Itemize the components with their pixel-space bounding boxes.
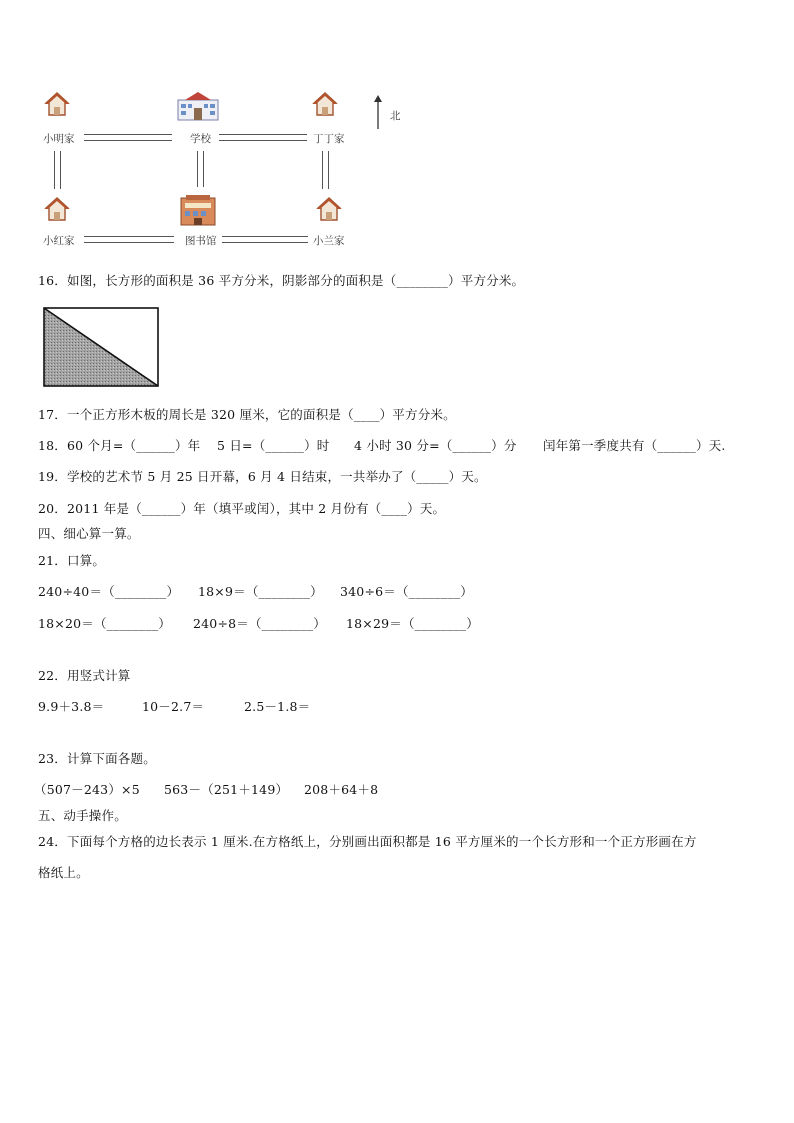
road-library-xiaolan <box>222 236 308 243</box>
question-18-part4: 闰年第一季度共有（______）天. <box>543 438 726 453</box>
q21-item: 18×9＝（________） <box>198 584 323 599</box>
dingding-label: 丁丁家 <box>313 133 345 145</box>
question-18-part1: 18．60 个月=（______）年 <box>38 438 201 453</box>
question-16: 16．如图，长方形的面积是 36 平方分米，阴影部分的面积是（________）平方分米。 <box>38 273 525 288</box>
question-20: 20．2011 年是（______）年（填平或闰），其中 2 月份有（____）天。 <box>38 501 446 516</box>
question-23-title: 23．计算下面各题。 <box>38 751 156 766</box>
xiaolan-house-icon <box>316 196 342 222</box>
question-22-title: 22．用竖式计算 <box>38 668 131 683</box>
q21-item: 240÷8＝（________） <box>193 616 326 631</box>
question-18-part3: 4 小时 30 分=（______）分 <box>354 438 517 453</box>
xiaolan-label: 小兰家 <box>313 235 345 247</box>
q23-item: 208＋64＋8 <box>304 782 379 797</box>
library-building-icon <box>180 194 216 226</box>
q21-item: 18×20＝（________） <box>38 616 171 631</box>
question-24-line1: 24．下面每个方格的边长表示 1 厘米.在方格纸上，分别画出面积都是 16 平方厘米的一个长方形和一个正方形画在方 <box>38 834 697 849</box>
library-label: 图书馆 <box>185 235 217 247</box>
road-dingding-xiaolan <box>322 151 329 189</box>
north-arrow-icon <box>372 95 384 131</box>
school-label: 学校 <box>190 133 211 145</box>
rectangle-shaded-triangle-figure <box>42 306 160 388</box>
q22-item: 10－2.7＝ <box>142 699 205 714</box>
north-label: 北 <box>390 110 401 122</box>
question-19: 19．学校的艺术节 5 月 25 日开幕，6 月 4 日结束，一共举办了（_____）天。 <box>38 469 487 484</box>
road-xiaoming-xiaohong <box>54 151 61 189</box>
school-building-icon <box>177 91 219 121</box>
road-school-dingding <box>219 134 307 141</box>
question-24-line2: 格纸上。 <box>38 865 89 880</box>
road-xiaohong-library <box>84 236 174 243</box>
q21-item: 18×29＝（________） <box>346 616 479 631</box>
q23-item: （507－243）×5 <box>34 782 140 797</box>
question-18-part2: 5 日=（______）时 <box>217 438 330 453</box>
question-21-title: 21．口算。 <box>38 553 106 568</box>
q22-item: 2.5－1.8＝ <box>244 699 311 714</box>
xiaoming-label: 小明家 <box>43 133 75 145</box>
question-17: 17．一个正方形木板的周长是 320 厘米，它的面积是（____）平方分米。 <box>38 407 456 422</box>
xiaohong-house-icon <box>44 196 70 222</box>
q22-item: 9.9＋3.8＝ <box>38 699 105 714</box>
xiaohong-label: 小红家 <box>43 235 75 247</box>
xiaoming-house-icon <box>44 91 70 117</box>
q21-item: 240÷40＝（________） <box>38 584 180 599</box>
road-xiaoming-school <box>84 134 172 141</box>
dingding-house-icon <box>312 91 338 117</box>
section-4-title: 四、细心算一算。 <box>38 526 140 541</box>
q23-item: 563－（251＋149） <box>164 782 289 797</box>
q21-item: 340÷6＝（________） <box>340 584 473 599</box>
section-5-title: 五、动手操作。 <box>38 808 127 823</box>
road-school-library <box>197 151 204 187</box>
